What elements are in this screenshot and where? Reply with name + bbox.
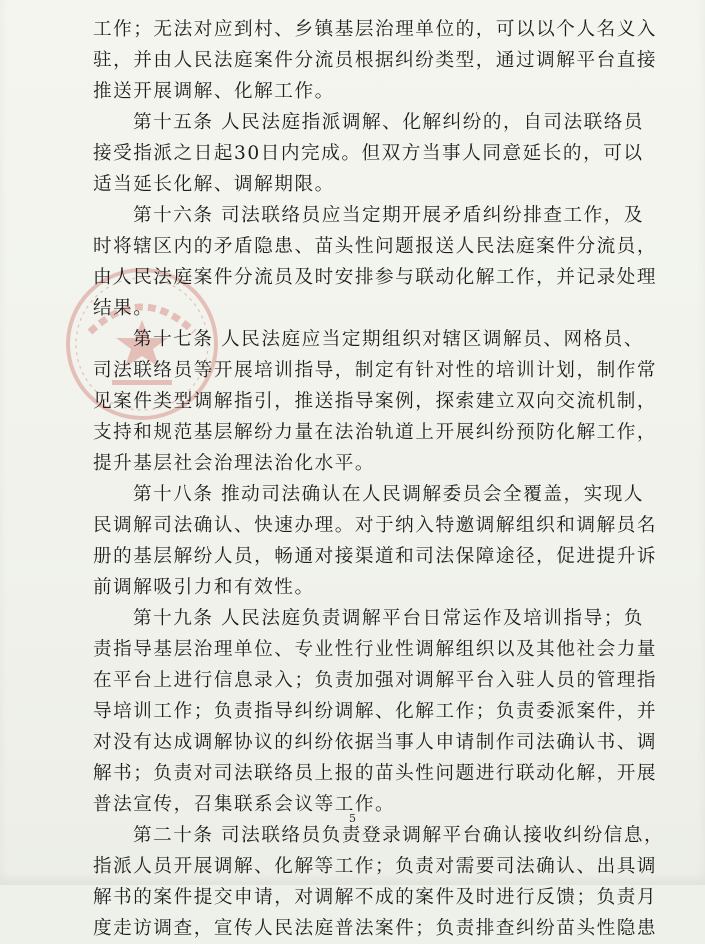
article-first-line: 第十五条 人民法庭指派调解、化解纠纷的，自司法联络员 <box>133 112 645 133</box>
article-first-line: 第十七条 人民法庭应当定期组织对辖区调解员、网格员、 <box>133 329 645 350</box>
text-line: 结果。 <box>93 298 154 319</box>
text-line: 责指导基层治理单位、专业性行业性调解组织以及其他社会力量 <box>93 639 658 660</box>
text-line: 支持和规范基层解纷力量在法治轨道上开展纠纷预防化解工作， <box>93 422 658 443</box>
text-line: 见案件类型调解指引，推送指导案例，探索建立双向交流机制， <box>93 391 658 412</box>
text-line: 司法联络员等开展培训指导，制定有针对性的培训计划，制作常 <box>93 360 658 381</box>
text-line: 由人民法庭案件分流员及时安排参与联动化解工作，并记录处理 <box>93 267 658 288</box>
article-first-line: 第十九条 人民法庭负责调解平台日常运作及培训指导；负 <box>133 608 645 629</box>
text-line: 指派人员开展调解、化解等工作；负责对需要司法确认、出具调 <box>93 856 658 877</box>
text-line: 度走访调查，宣传人民法庭普法案件；负责排查纠纷苗头性隐患 <box>93 918 658 939</box>
text-line: 普法宣传，召集联系会议等工作。 <box>93 794 396 815</box>
text-line: 对没有达成调解协议的纠纷依据当事人申请制作司法确认书、调 <box>93 732 658 753</box>
page-number: 5 <box>349 812 356 825</box>
text-line: 提升基层社会治理法治化水平。 <box>93 453 376 474</box>
article-first-line: 第十八条 推动司法确认在人民调解委员会全覆盖，实现人 <box>133 484 645 505</box>
text-line: 适当延长化解、调解期限。 <box>93 174 335 195</box>
text-line: 时将辖区内的矛盾隐患、苗头性问题报送人民法庭案件分流员， <box>93 236 658 257</box>
text-line: 册的基层解纷人员，畅通对接渠道和司法保障途径，促进提升诉 <box>93 546 658 567</box>
text-line: 工作；无法对应到村、乡镇基层治理单位的，可以以个人名义入 <box>93 19 658 40</box>
document-body <box>93 14 665 944</box>
text-line: 驻，并由人民法庭案件分流员根据纠纷类型，通过调解平台直接 <box>93 50 658 71</box>
text-line: 解书的案件提交申请，对调解不成的案件及时进行反馈；负责月 <box>93 887 658 908</box>
text-line: 导培训工作；负责指导纠纷调解、化解工作；负责委派案件，并 <box>93 701 658 722</box>
article-first-line: 第十六条 司法联络员应当定期开展矛盾纠纷排查工作，及 <box>133 205 645 226</box>
text-line: 接受指派之日起30日内完成。但双方当事人同意延长的，可以 <box>93 143 644 164</box>
text-line: 前调解吸引力和有效性。 <box>93 577 315 598</box>
article-first-line: 第二十条 司法联络员负责登录调解平台确认接收纠纷信息， <box>133 825 665 846</box>
text-line: 在平台上进行信息录入；负责加强对调解平台入驻人员的管理指 <box>93 670 658 691</box>
text-line: 推送开展调解、化解工作。 <box>93 81 335 102</box>
text-line: 解书；负责对司法联络员上报的苗头性问题进行联动化解，开展 <box>93 763 658 784</box>
text-line: 民调解司法确认、快速办理。对于纳入特邀调解组织和调解员名 <box>93 515 658 536</box>
